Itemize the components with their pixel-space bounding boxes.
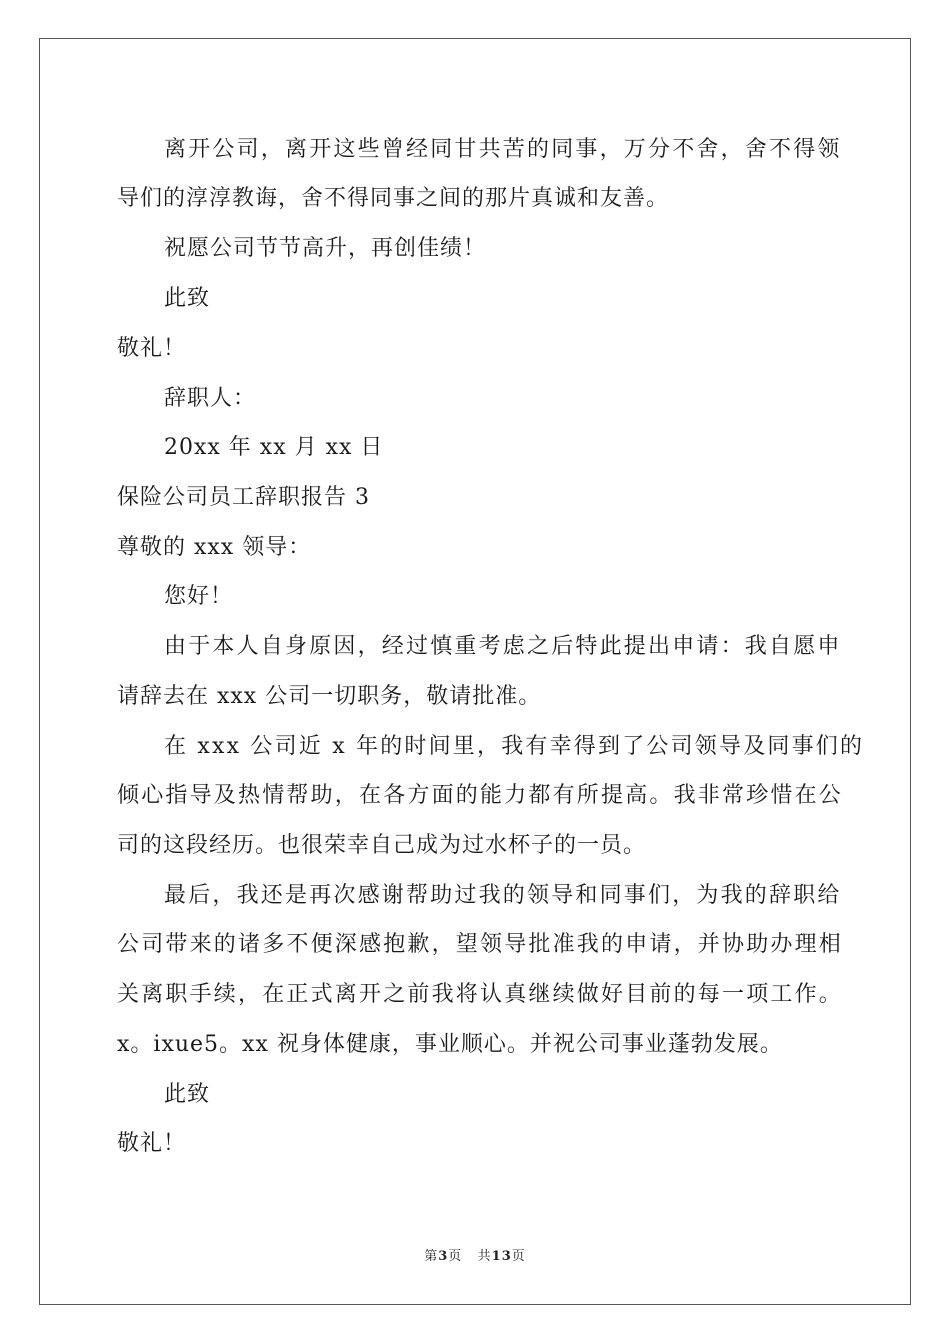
greeting: 您好！	[164, 584, 234, 609]
page-suffix: 页	[511, 1249, 526, 1264]
body-line: 最后，我还是再次感谢帮助过我的领导和同事们，为我的辞职给	[164, 883, 842, 908]
body-line: 导们的淳淳教诲，舍不得同事之间的那片真诚和友善。	[117, 186, 670, 211]
current-page-number: 3	[438, 1249, 449, 1264]
body-line: 由于本人自身原因，经过慎重考虑之后特此提出申请：我自愿申	[164, 634, 842, 659]
body-line: x。ixue5。xx 祝身体健康，事业顺心。并祝公司事业蓬勃发展。	[117, 1032, 783, 1057]
body-line: 关离职手续，在正式离开之前我将认真继续做好目前的每一项工作。	[117, 982, 844, 1007]
closing-phrase: 此致	[164, 286, 211, 311]
body-line: 司的这段经历。也很荣幸自己成为过水杯子的一员。	[117, 833, 647, 858]
total-page-number: 13	[491, 1249, 512, 1264]
body-line: 离开公司，离开这些曾经同甘共苦的同事，万分不舍，舍不得领	[164, 137, 842, 162]
signature-label: 辞职人：	[164, 386, 257, 411]
salutation: 敬礼！	[117, 336, 187, 361]
date-line: 20xx 年 xx 月 xx 日	[164, 435, 384, 460]
body-line: 公司带来的诸多不便深感抱歉，望领导批准我的申请，并协助办理相	[117, 932, 844, 957]
body-line: 在 xxx 公司近 x 年的时间里，我有幸得到了公司领导及同事们的	[164, 734, 865, 759]
page-prefix: 第	[424, 1249, 439, 1264]
body-line: 祝愿公司节节高升，再创佳绩！	[164, 236, 487, 261]
page-footer	[0, 1249, 950, 1265]
body-line: 请辞去在 xxx 公司一切职务，敬请批准。	[117, 684, 542, 709]
closing-phrase: 此致	[164, 1082, 211, 1107]
section-title: 保险公司员工辞职报告 3	[117, 485, 370, 510]
salutation: 敬礼！	[117, 1131, 187, 1156]
page-border	[39, 38, 911, 1305]
body-line: 倾心指导及热情帮助，在各方面的能力都有所提高。我非常珍惜在公	[117, 783, 844, 808]
recipient-line: 尊敬的 xxx 领导：	[117, 535, 312, 560]
page-mid: 页 共	[448, 1249, 492, 1264]
